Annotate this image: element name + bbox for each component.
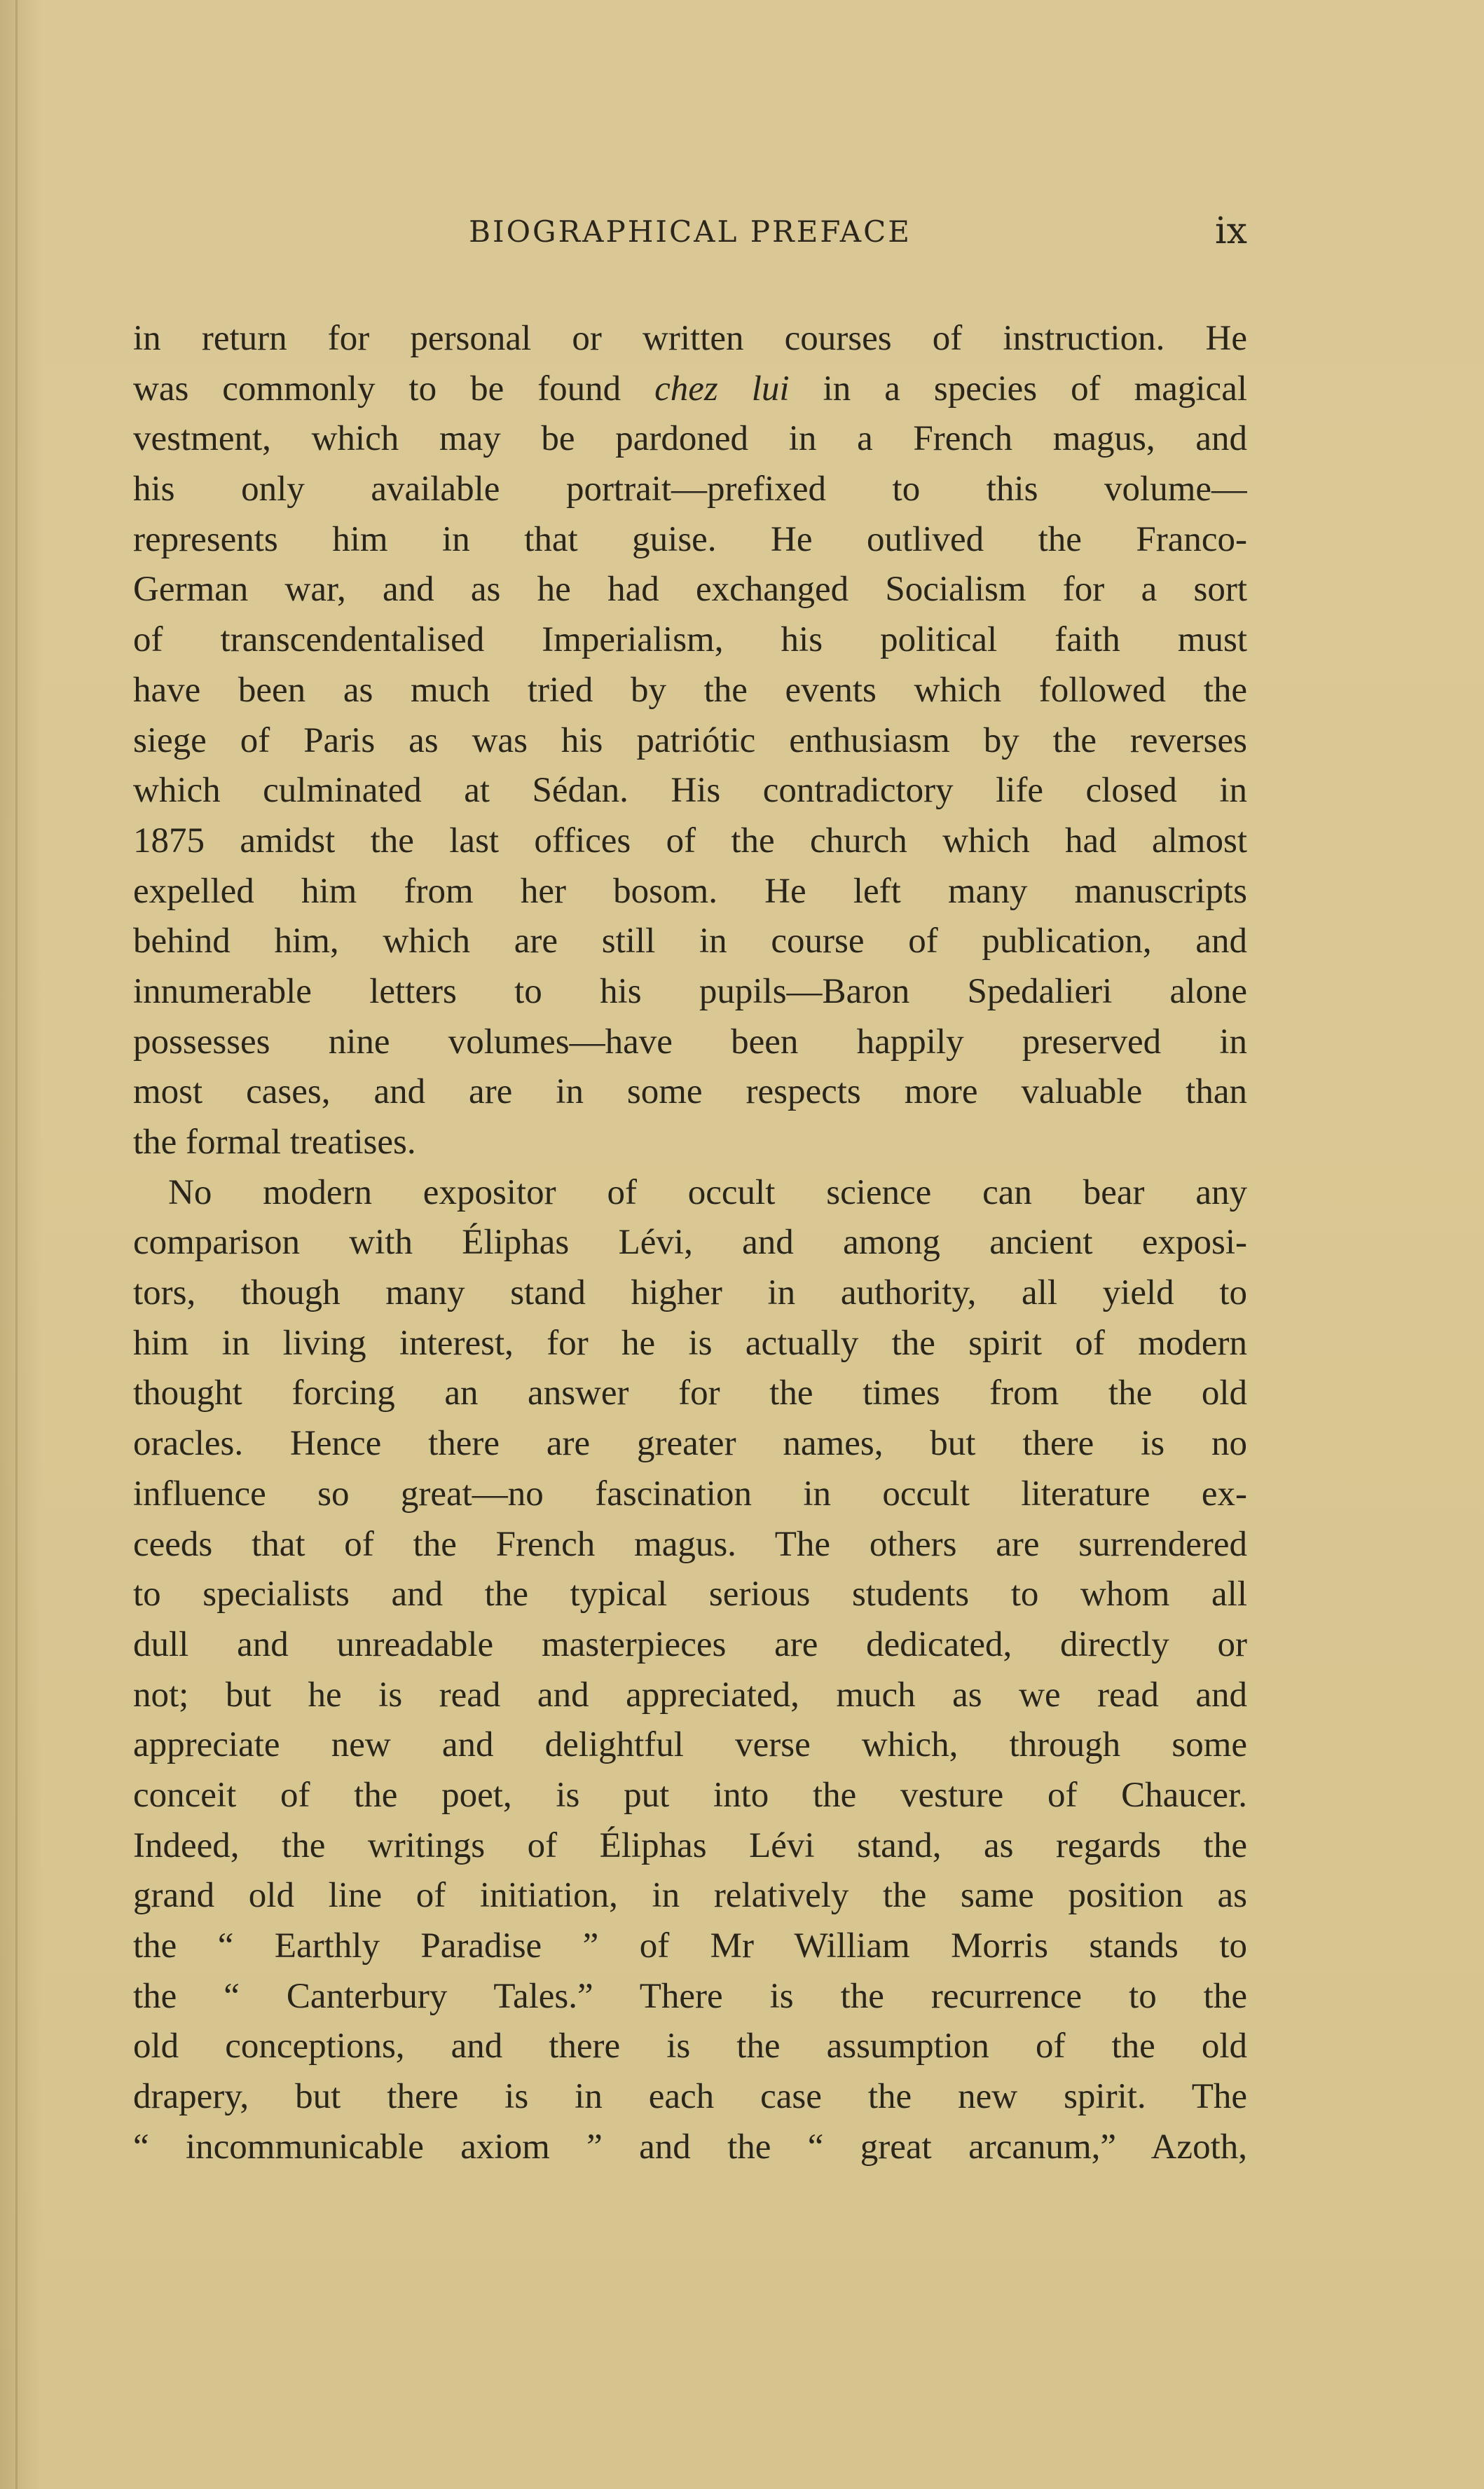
text-line: dull and unreadable masterpieces are dedicated, directly or [133,1624,1247,1664]
text-line: not; but he is read and appreciated, much as we read and [133,1675,1247,1715]
text-line: thought forcing an answer for the times from the old [133,1373,1247,1413]
text-line: tors, though many stand higher in authority, all yield to [133,1273,1247,1313]
text-line: to specialists and the typical serious students to whom all [133,1575,1247,1614]
text-line: Indeed, the writings of Éliphas Lévi stand, as regards the [133,1825,1247,1865]
body-text [133,314,1247,2172]
page-gutter-shadow [15,0,18,2489]
text-line: the “ Canterbury Tales.” There is the recurrence to the [133,1976,1247,2016]
text-line: most cases, and are in some respects more valuable than [133,1072,1247,1112]
text-line: comparison with Éliphas Lévi, and among ancient exposi- [133,1223,1247,1263]
text-line: have been as much tried by the events which followed the [133,670,1247,710]
text-line: ceeds that of the French magus. The others are surrendered [133,1524,1247,1564]
text-line: old conceptions, and there is the assumption of the old [133,2027,1247,2066]
text-line: in return for personal or written courses of instruction. He [133,319,1247,358]
text-line: 1875 amidst the last offices of the church which had almost [133,821,1247,860]
text-line: German war, and as he had exchanged Socialism for a sort [133,570,1247,610]
text-line: oracles. Hence there are greater names, but there is no [133,1424,1247,1464]
text-line [133,364,1247,415]
text-line: his only available portrait—prefixed to this volume— [133,469,1247,509]
text-line: conceit of the poet, is put into the vesture of Chaucer. [133,1775,1247,1815]
text-line: influence so great—no fascination in occult literature ex- [133,1474,1247,1514]
text-line: siege of Paris as was his patriótic enthusiasm by the reverses [133,720,1247,760]
running-head [133,210,1247,259]
text-line: “ incommunicable axiom ” and the “ great arcanum,” Azoth, [133,2127,1247,2167]
text-line: drapery, but there is in each case the new spirit. The [133,2077,1247,2117]
text-line-segment: was commonly to be found [133,369,655,409]
text-line: the formal treatises. [133,1123,416,1162]
page-number: ix [1215,210,1247,252]
paragraph-first-line: No modern expositor of occult science can bear any [168,1172,1247,1212]
text-line: represents him in that guise. He outlived the Franco- [133,519,1247,559]
text-line: of transcendentalised Imperialism, his political faith must [133,620,1247,660]
text-line: the “ Earthly Paradise ” of Mr William Morris stands to [133,1926,1247,1966]
text-line: appreciate new and delightful verse which, through some [133,1725,1247,1765]
text-line: possesses nine volumes—have been happily preserved in [133,1022,1247,1062]
text-line-segment: in a species of magical [789,369,1247,409]
text-line: which culminated at Sédan. His contradictory life closed in [133,771,1247,811]
running-head-title: BIOGRAPHICAL PREFACE [469,214,912,249]
italic-phrase: chez lui [654,369,790,409]
text-line: innumerable letters to his pupils—Baron Spedalieri alone [133,971,1247,1011]
text-line: expelled him from her bosom. He left many manuscripts [133,871,1247,911]
text-line: behind him, which are still in course of publication, and [133,921,1247,961]
text-line: grand old line of initiation, in relatively the same position as [133,1876,1247,1916]
text-line: vestment, which may be pardoned in a French magus, and [133,419,1247,459]
text-line: him in living interest, for he is actually the spirit of modern [133,1323,1247,1363]
